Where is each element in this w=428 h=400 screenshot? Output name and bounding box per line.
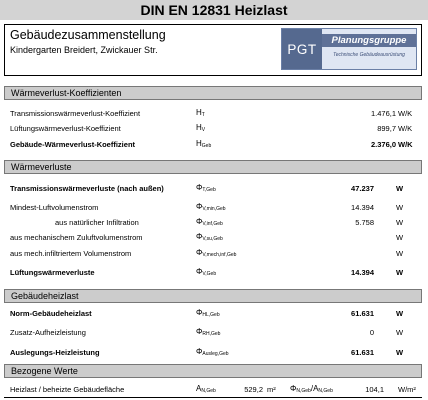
logo-name: Planungsgruppe	[322, 34, 416, 47]
section-header-waermeverluste: Wärmeverluste	[4, 160, 422, 174]
row-label: Lüftungswärmeverlust-Koeffizient	[10, 124, 121, 133]
section-header-bezogene-werte: Bezogene Werte	[4, 364, 422, 378]
row-symbol: $H_{Geb}$	[196, 139, 212, 149]
row-unit: W	[396, 309, 404, 318]
ratio-symbol: $\Phi_{N,Geb}/A_{N,Geb}$	[290, 384, 333, 394]
row-symbol: $\Phi_{V,Geb}$	[196, 267, 217, 277]
ratio-value: 104,1	[365, 385, 384, 394]
row-value: 61.631	[351, 348, 374, 357]
row-unit: W	[396, 249, 404, 258]
report-title: DIN EN 12831 Heizlast	[0, 0, 428, 20]
row-unit: W	[396, 233, 404, 242]
section-header-koeffizienten: Wärmeverlust-Koeffizienten	[4, 86, 422, 100]
logo-mark: PGT	[282, 29, 322, 69]
row-value: 2.376,0	[370, 140, 396, 149]
row-unit: W	[396, 218, 404, 227]
row-value: 1.476,1	[370, 109, 396, 118]
row-unit: W	[396, 268, 404, 277]
row-value: 0	[369, 328, 374, 337]
row-label: aus mech.infiltriertem Volumenstrom	[10, 249, 132, 258]
row-value: 47.237	[351, 184, 374, 193]
header-title: Gebäudezusammenstellung	[10, 28, 166, 42]
area-symbol: $A_{N,Geb}$	[196, 384, 216, 394]
row-unit: W/K	[398, 140, 413, 149]
logo-tagline: Technische Gebäudeausrüstung	[333, 52, 405, 58]
row-symbol: $\Phi_{Ausleg,Geb}$	[196, 347, 229, 357]
header-subtitle: Kindergarten Breidert, Zwickauer Str.	[10, 45, 158, 55]
row-value: 14.394	[351, 203, 374, 212]
row-label: Heizlast / beheizte Gebäudefläche	[10, 385, 125, 394]
row-symbol: $\Phi_{V,min,Geb}$	[196, 202, 226, 212]
row-label: Auslegungs-Heizleistung	[10, 348, 100, 357]
row-value: 5.758	[355, 218, 374, 227]
row-value: 61.631	[351, 309, 374, 318]
row-label: Mindest-Luftvolumenstrom	[10, 203, 99, 212]
row-symbol: $\Phi_{HL,Geb}$	[196, 308, 220, 318]
area-value: 529,2	[244, 385, 263, 394]
row-label: Lüftungswärmeverluste	[10, 268, 95, 277]
row-unit: W	[396, 203, 404, 212]
row-unit: W	[396, 348, 404, 357]
row-symbol: $H_T$	[196, 108, 205, 118]
area-unit: m²	[267, 385, 276, 394]
row-symbol: $\Phi_{RH,Geb}$	[196, 327, 221, 337]
project-header	[4, 24, 422, 76]
row-symbol: $\Phi_{T,Geb}$	[196, 183, 216, 193]
row-label: aus natürlicher Infiltration	[55, 218, 139, 227]
row-unit: W	[396, 328, 404, 337]
row-symbol: $\Phi_{V,su,Geb}$	[196, 232, 223, 242]
row-unit: W	[396, 184, 404, 193]
section-header-gebaeudeheizlast: Gebäudeheizlast	[4, 289, 422, 303]
row-symbol: $\Phi_{V,inf,Geb}$	[196, 217, 223, 227]
row-unit: W/K	[398, 124, 413, 133]
row-label: aus mechanischem Zuluftvolumenstrom	[10, 233, 143, 242]
row-symbol: $H_V$	[196, 123, 206, 133]
row-label: Norm-Gebäudeheizlast	[10, 309, 92, 318]
row-unit: W/K	[398, 109, 413, 118]
row-label: Transmissionswärmeverlust-Koeffizient	[10, 109, 141, 118]
row-symbol: $\Phi_{V,mech,inf,Geb}$	[196, 248, 237, 258]
row-label: Transmissionswärmeverluste (nach außen)	[10, 184, 164, 193]
row-value: 899,7	[377, 124, 396, 133]
bottom-divider	[4, 397, 422, 398]
row-value: 14.394	[351, 268, 374, 277]
company-logo	[281, 28, 417, 70]
ratio-unit: W/m²	[398, 385, 416, 394]
row-label: Gebäude-Wärmeverlust-Koeffizient	[10, 140, 136, 149]
row-label: Zusatz-Aufheizleistung	[10, 328, 86, 337]
